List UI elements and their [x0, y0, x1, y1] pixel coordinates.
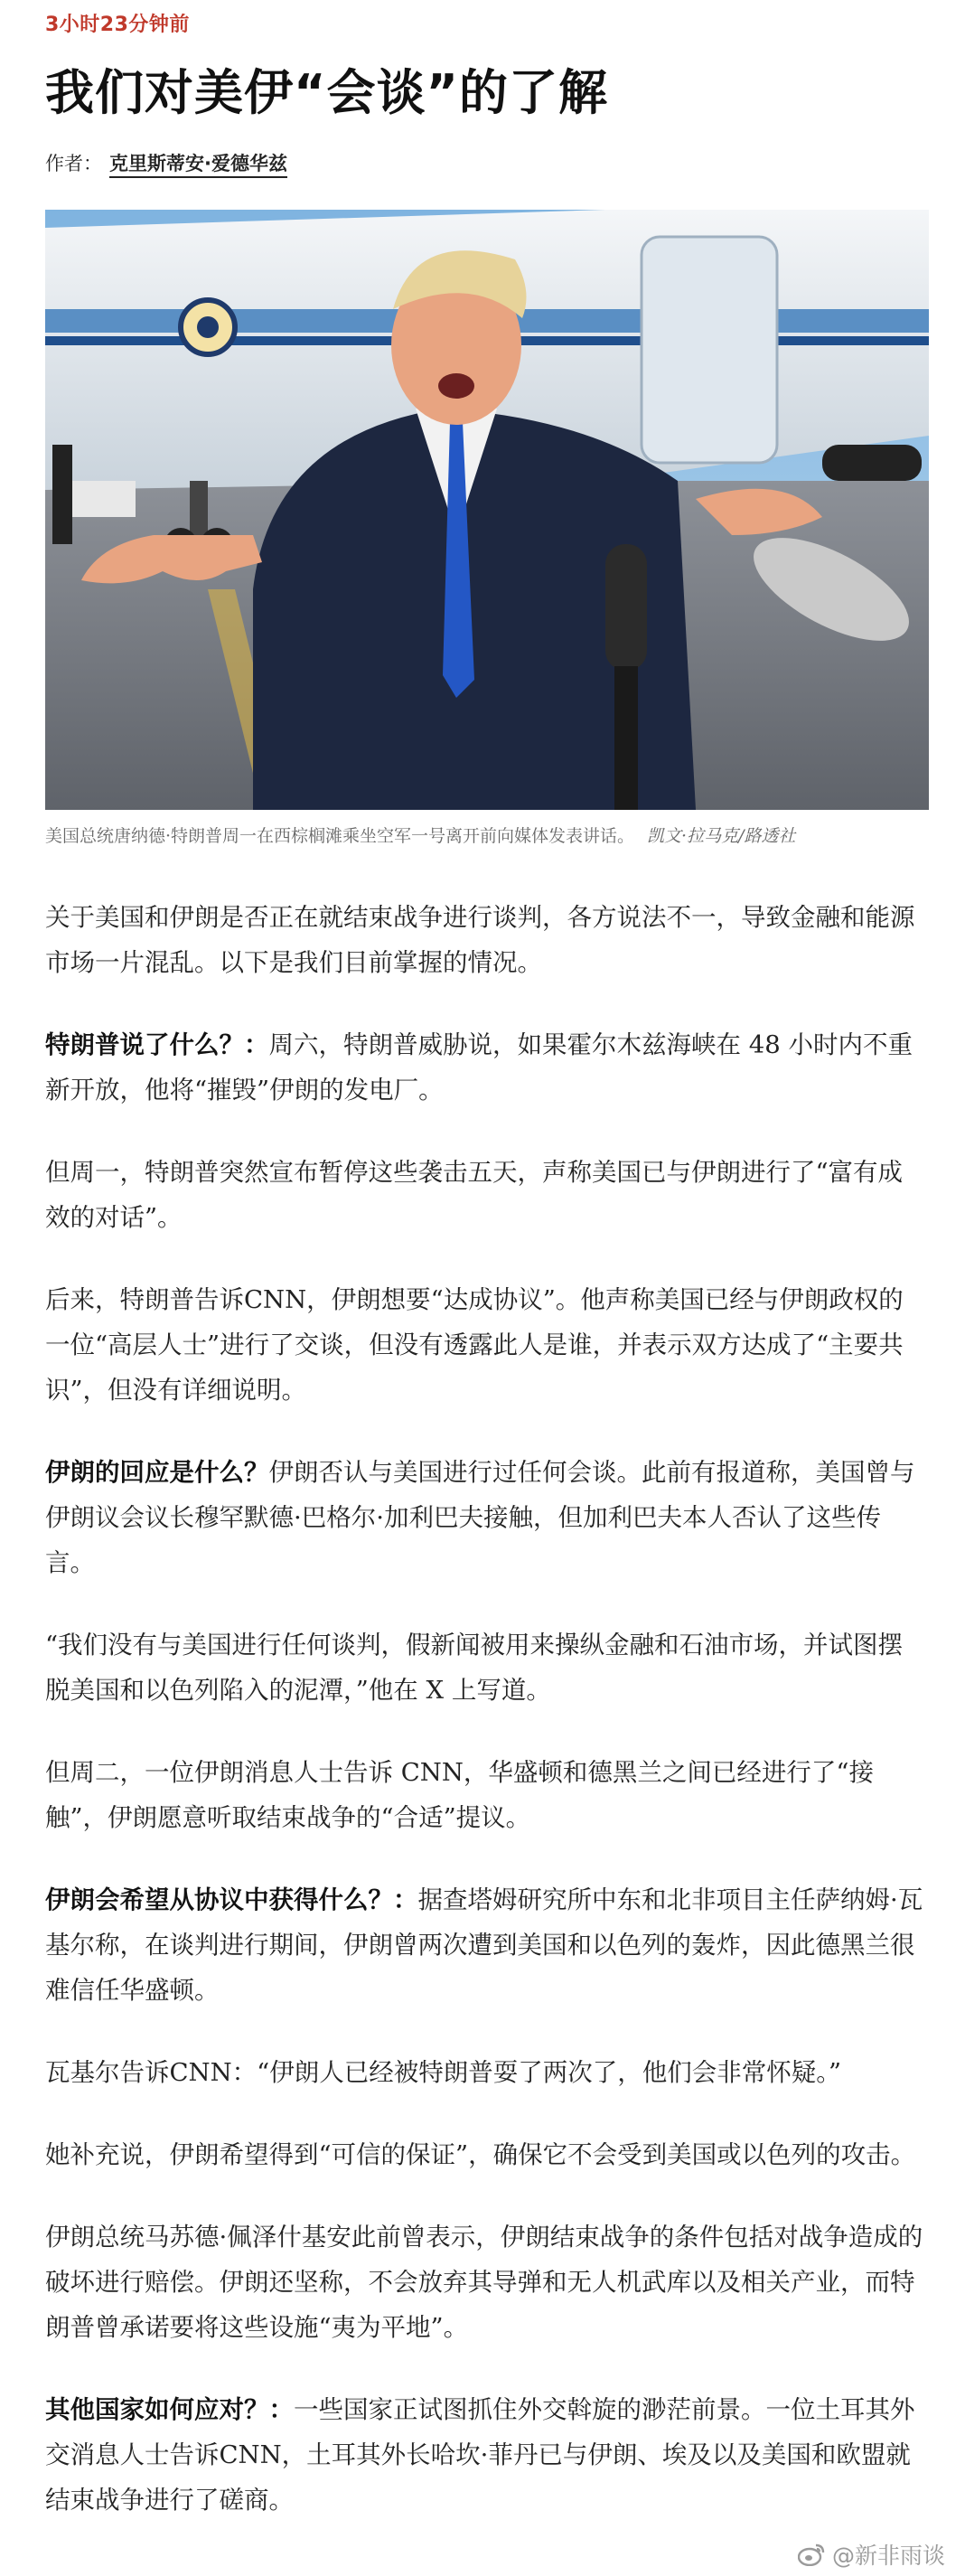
byline	[45, 149, 287, 176]
paragraph	[45, 1622, 926, 1713]
paragraph	[45, 1877, 926, 2013]
caption-text: 美国总统唐纳德·特朗普周一在西棕榈滩乘坐空军一号离开前向媒体发表讲话。	[45, 826, 635, 846]
section-question: 特朗普说了什么？：	[45, 1030, 269, 1059]
paragraph-text: 关于美国和伊朗是否正在就结束战争进行谈判，各方说法不一，导致金融和能源市场一片混乱。以下是我们目前掌握的情况。	[45, 903, 915, 977]
paragraph-text: 一些国家正试图抓住外交斡旋的渺茫前景。一位土耳其外交消息人士告诉CNN，土耳其外长哈坎·菲丹已与伊朗、埃及以及美国和欧盟就结束战争进行了磋商。	[45, 2395, 915, 2515]
article-body	[45, 895, 926, 2560]
section-question: 伊朗会希望从协议中获得什么？：	[45, 1885, 418, 1914]
headline: 我们对美伊“会谈”的了解	[45, 64, 608, 121]
paragraph-text: 瓦基尔告诉CNN：“伊朗人已经被特朗普耍了两次了，他们会非常怀疑。”	[45, 2058, 842, 2087]
photo-credit: 凯文·拉马克/路透社	[647, 826, 796, 846]
paragraph	[45, 895, 926, 985]
paragraph-text: 伊朗总统马苏德·佩泽什基安此前曾表示，伊朗结束战争的条件包括对战争造成的破坏进行赔偿。伊朗还坚称，不会放弃其导弹和无人机武库以及相关产业，而特朗普曾承诺要将这些设施“夷为平地”。	[45, 2223, 923, 2342]
paragraph-text: 她补充说，伊朗希望得到“可信的保证”，确保它不会受到美国或以色列的攻击。	[45, 2140, 916, 2169]
section-question: 伊朗的回应是什么？	[45, 1458, 269, 1487]
paragraph	[45, 1150, 926, 1240]
paragraph	[45, 2214, 926, 2350]
watermark-text: @新非雨谈	[831, 2543, 945, 2569]
paragraph-text: 据查塔姆研究所中东和北非项目主任萨纳姆·瓦基尔称，在谈判进行期间，伊朗曾两次遭到美国和以色列的轰炸，因此德黑兰很难信任华盛顿。	[45, 1885, 923, 2005]
author-link[interactable]: 克里斯蒂安·爱德华兹	[109, 153, 287, 178]
paragraph-text: 但周二，一位伊朗消息人士告诉 CNN，华盛顿和德黑兰之间已经进行了“接触”，伊朗愿意听取结束战争的“合适”提议。	[45, 1758, 874, 1832]
weibo-logo-icon	[798, 2543, 825, 2566]
paragraph	[45, 2132, 926, 2177]
watermark	[798, 2538, 945, 2571]
paragraph-text: 后来，特朗普告诉CNN，伊朗想要“达成协议”。他声称美国已经与伊朗政权的一位“高层人士”进行了交谈，但没有透露此人是谁，并表示双方达成了“主要共识”，但没有详细说明。	[45, 1285, 904, 1405]
paragraph	[45, 2387, 926, 2523]
photo-caption	[45, 823, 929, 847]
lead-photo[interactable]	[45, 210, 929, 810]
paragraph-text: 但周一，特朗普突然宣布暂停这些袭击五天，声称美国已与伊朗进行了“富有成效的对话”。	[45, 1158, 904, 1232]
paragraph-text: “我们没有与美国进行任何谈判，假新闻被用来操纵金融和石油市场，并试图摆脱美国和以色列陷入的泥潭，”他在 X 上写道。	[45, 1631, 904, 1705]
paragraph	[45, 1022, 926, 1113]
paragraph-text: 伊朗否认与美国进行过任何会谈。此前有报道称，美国曾与伊朗议会议长穆罕默德·巴格尔·加利巴夫接触，但加利巴夫本人否认了这些传言。	[45, 1458, 915, 1577]
paragraph	[45, 1450, 926, 1585]
byline-prefix: 作者：	[45, 153, 102, 174]
timestamp: 3小时23分钟前	[45, 14, 190, 36]
paragraph	[45, 2050, 926, 2095]
paragraph	[45, 1277, 926, 1413]
section-question: 其他国家如何应对？：	[45, 2395, 294, 2424]
lead-photo-illustration	[45, 210, 929, 810]
paragraph-text: 周六，特朗普威胁说，如果霍尔木兹海峡在 48 小时内不重新开放，他将“摧毁”伊朗的发电厂。	[45, 1030, 913, 1105]
paragraph	[45, 1750, 926, 1840]
